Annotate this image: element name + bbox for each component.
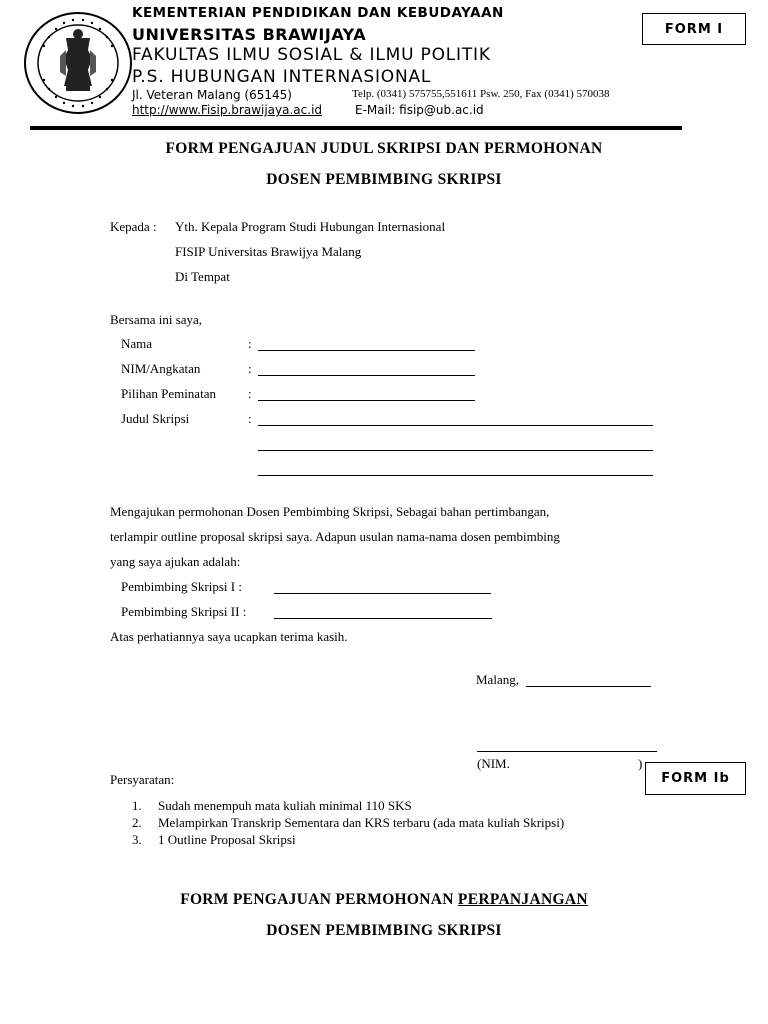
university-name: UNIVERSITAS BRAWIJAYA bbox=[132, 25, 367, 44]
kepada-label: Kepada : bbox=[110, 219, 157, 234]
form2-title-part-b: PERPANJANGAN bbox=[457, 891, 588, 908]
field-label-nama: Nama bbox=[121, 336, 153, 351]
form-title-line-1: FORM PENGAJUAN JUDUL SKRIPSI DAN PERMOHONAN bbox=[165, 140, 603, 157]
form2-title-part-a: FORM PENGAJUAN PERMOHONAN bbox=[180, 891, 458, 908]
pembimbing-1-label: Pembimbing Skripsi I : bbox=[121, 579, 242, 594]
signature-line[interactable] bbox=[477, 751, 657, 752]
requirements-title: Persyaratan: bbox=[110, 772, 175, 787]
field-label-peminatan: Pilihan Peminatan bbox=[121, 386, 216, 401]
pembimbing-2-label: Pembimbing Skripsi II : bbox=[121, 604, 247, 619]
form-label-box-2 bbox=[645, 762, 746, 795]
form-label-1: FORM I bbox=[664, 21, 724, 37]
form-label-box-1 bbox=[642, 13, 746, 45]
header-divider bbox=[30, 126, 682, 130]
field-input-nama[interactable] bbox=[258, 350, 475, 351]
list-item-number: 2. bbox=[132, 815, 142, 830]
form2-title-line-2: DOSEN PEMBIMBING SKRIPSI bbox=[266, 922, 502, 939]
field-input-judul-3[interactable] bbox=[258, 475, 653, 476]
kepada-line-1: Yth. Kepala Program Studi Hubungan Internasional bbox=[175, 219, 446, 234]
body-line-2: terlampir outline proposal skripsi saya. Adapun usulan nama-nama dosen pembimbing bbox=[110, 529, 560, 544]
field-colon: : bbox=[248, 386, 252, 401]
body-line-3: yang saya ajukan adalah: bbox=[110, 554, 241, 569]
website-link[interactable]: http://www.Fisip.brawijaya.ac.id bbox=[132, 103, 323, 117]
form2-title-line-1 bbox=[0, 891, 768, 909]
requirements-list bbox=[132, 797, 564, 848]
nim-label: (NIM. bbox=[477, 756, 510, 771]
field-colon: : bbox=[248, 361, 252, 376]
kepada-line-3: Di Tempat bbox=[175, 269, 230, 284]
university-logo bbox=[22, 10, 134, 116]
closing-text: Atas perhatiannya saya ucapkan terima kasih. bbox=[110, 629, 348, 644]
form-title-line-2: DOSEN PEMBIMBING SKRIPSI bbox=[266, 171, 502, 188]
field-input-nim[interactable] bbox=[258, 375, 475, 376]
list-item-number: 3. bbox=[132, 832, 142, 847]
field-colon: : bbox=[248, 336, 252, 351]
list-item bbox=[132, 814, 564, 831]
field-label-judul: Judul Skripsi bbox=[121, 411, 190, 426]
field-colon: : bbox=[248, 411, 252, 426]
form-label-2: FORM Ib bbox=[661, 771, 730, 786]
intro-text: Bersama ini saya, bbox=[110, 312, 203, 327]
field-label-nim: NIM/Angkatan bbox=[121, 361, 201, 376]
list-item-number: 1. bbox=[132, 798, 142, 813]
date-input[interactable] bbox=[526, 686, 651, 687]
faculty-name: FAKULTAS ILMU SOSIAL & ILMU POLITIK bbox=[132, 45, 491, 65]
pembimbing-1-input[interactable] bbox=[274, 593, 491, 594]
field-input-judul-2[interactable] bbox=[258, 450, 653, 451]
field-input-peminatan[interactable] bbox=[258, 400, 475, 401]
ministry-name: KEMENTERIAN PENDIDIKAN DAN KEBUDAYAAN bbox=[132, 5, 504, 21]
body-line-1: Mengajukan permohonan Dosen Pembimbing Skripsi, Sebagai bahan pertimbangan, bbox=[110, 504, 550, 519]
list-item bbox=[132, 831, 564, 848]
program-name: P.S. HUBUNGAN INTERNASIONAL bbox=[132, 67, 432, 87]
address-text: Jl. Veteran Malang (65145) bbox=[132, 88, 292, 102]
nim-close: ) bbox=[638, 756, 643, 771]
email-text: E-Mail: fisip@ub.ac.id bbox=[355, 103, 484, 117]
list-item bbox=[132, 797, 564, 814]
pembimbing-2-input[interactable] bbox=[274, 618, 492, 619]
phone-text: Telp. (0341) 575755,551611 Psw. 250, Fax (0341) 570038 bbox=[352, 88, 610, 100]
place-date-label: Malang, bbox=[476, 672, 519, 687]
kepada-line-2: FISIP Universitas Brawijya Malang bbox=[175, 244, 362, 259]
list-item-text: Sudah menempuh mata kuliah minimal 110 SKS bbox=[158, 798, 412, 813]
list-item-text: 1 Outline Proposal Skripsi bbox=[158, 832, 296, 847]
list-item-text: Melampirkan Transkrip Sementara dan KRS terbaru (ada mata kuliah Skripsi) bbox=[158, 815, 565, 830]
field-input-judul-1[interactable] bbox=[258, 425, 653, 426]
